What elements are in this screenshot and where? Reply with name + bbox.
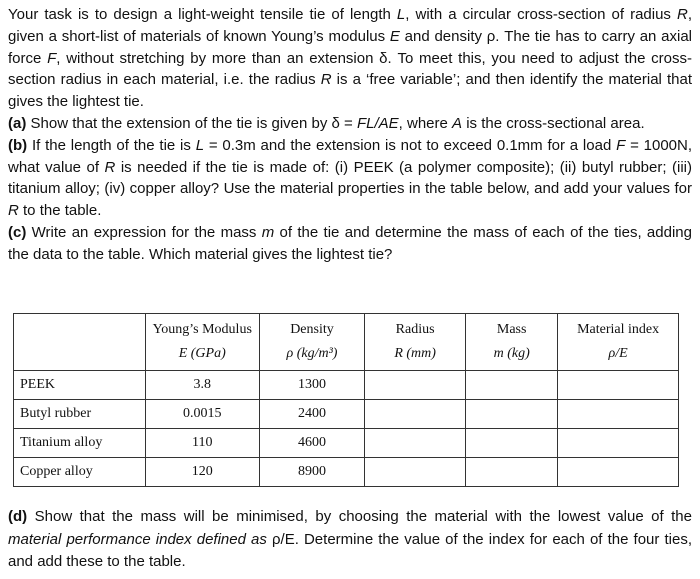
cell-modulus: 0.0015: [145, 400, 259, 429]
header-line: Young’s Modulus: [152, 322, 252, 337]
cell-radius: [365, 429, 466, 458]
cell-mass: [466, 400, 558, 429]
header-unit: E (GPa): [178, 346, 226, 361]
header-line: Radius: [395, 322, 435, 337]
cell-density: 8900: [259, 458, 364, 487]
cell-index: [558, 458, 679, 487]
var-R: R: [677, 6, 688, 23]
question-text: is needed if the tie is made of: (i) PEEK (a polymer composite); (ii) butyl rubber; (iii) titanium alloy; (iv) copper alloy? Use the material properties in the table below, and add your values for: [8, 158, 692, 198]
question-label: (c): [8, 223, 27, 241]
question-text: Show that the mass will be minimised, by choosing the material with the lowest value of the: [27, 508, 692, 525]
question-d: [8, 506, 692, 574]
question-label: (d): [8, 508, 28, 525]
question-text: If the length of the tie is: [27, 136, 196, 154]
header-youngs-modulus: [145, 314, 259, 371]
header-mass: [466, 314, 558, 371]
cell-radius: [365, 458, 466, 487]
intro-text: , given a short-list of materials of known Young’s modulus: [8, 6, 693, 45]
header-radius: [365, 314, 466, 371]
material-properties-table: [13, 313, 679, 487]
formula: FL/AE: [356, 114, 399, 132]
header-line: Mass: [496, 322, 527, 337]
cell-mass: [466, 429, 558, 458]
header-material: [14, 314, 146, 371]
cell-mass: [466, 371, 558, 400]
table-row: [14, 371, 679, 400]
table-row: [14, 400, 679, 429]
cell-radius: [365, 400, 466, 429]
question-label: (a): [8, 114, 27, 132]
cell-material: Copper alloy: [14, 458, 146, 487]
var-R: R: [104, 158, 116, 176]
table-row: [14, 429, 679, 458]
cell-material: PEEK: [14, 371, 146, 400]
question-text: , where: [398, 114, 453, 132]
cell-density: 4600: [259, 429, 364, 458]
question-d-block: [8, 506, 692, 574]
question-text: = 0.3m and the extension is not to exceed 0.1mm for a load: [204, 136, 617, 154]
var-R: R: [8, 202, 19, 220]
question-c: [8, 222, 692, 266]
header-unit: m (kg): [493, 346, 530, 361]
cell-modulus: 120: [145, 458, 259, 487]
question-text: of the tie and determine the mass of each of the ties, adding the data to the table. Which material gives the lightest tie?: [8, 223, 692, 263]
question-text: Show that the extension of the tie is given by δ =: [26, 114, 357, 132]
header-density: [259, 314, 364, 371]
question-text: is the cross-sectional area.: [462, 114, 645, 132]
cell-index: [558, 429, 679, 458]
cell-material: Butyl rubber: [14, 400, 146, 429]
cell-mass: [466, 458, 558, 487]
question-b: [8, 135, 692, 222]
header-line: Material index: [577, 322, 660, 337]
table-header-row: [14, 314, 679, 371]
table-row: [14, 458, 679, 487]
cell-index: [558, 371, 679, 400]
cell-modulus: 110: [145, 429, 259, 458]
problem-text: [8, 4, 692, 266]
question-text: = 1000N, what value of: [8, 136, 693, 176]
header-unit: R (mm): [394, 346, 436, 361]
intro-text: is a ‘free variable’; and then identify the material that gives the lightest tie.: [8, 71, 693, 111]
question-text: ρ/E. Determine the value of the index for each of the four ties, and add these to the table.: [8, 530, 692, 570]
intro-paragraph: [8, 4, 692, 113]
var-L: L: [195, 136, 205, 154]
cell-density: 2400: [259, 400, 364, 429]
header-unit: ρ (kg/m³): [286, 346, 338, 361]
intro-text: , with a circular cross-section of radius: [405, 6, 677, 23]
var-m: m: [261, 223, 275, 241]
intro-text: , without stretching by more than an extension δ. To meet this, you need to adjust the cross-section radius in each material, i.e. the radius: [8, 49, 693, 89]
var-A: A: [452, 114, 463, 132]
var-L: L: [396, 6, 406, 23]
var-F: F: [616, 136, 626, 154]
header-material-index: [558, 314, 679, 371]
question-text: to the table.: [18, 202, 102, 220]
cell-radius: [365, 371, 466, 400]
question-text: Write an expression for the mass: [26, 223, 262, 241]
header-line: Density: [290, 322, 334, 337]
cell-index: [558, 400, 679, 429]
cell-density: 1300: [259, 371, 364, 400]
header-unit: ρ/E: [608, 346, 628, 361]
cell-modulus: 3.8: [145, 371, 259, 400]
var-F: F: [47, 49, 57, 67]
italic-phrase: material performance index defined as: [8, 530, 267, 548]
intro-text: and density ρ. The tie has to carry an axial force: [8, 27, 692, 67]
question-label: (b): [8, 136, 28, 154]
intro-text: Your task is to design a light-weight tensile tie of length: [8, 6, 397, 23]
var-E: E: [389, 27, 400, 45]
var-R: R: [320, 71, 332, 89]
question-a: [8, 113, 692, 135]
cell-material: Titanium alloy: [14, 429, 146, 458]
